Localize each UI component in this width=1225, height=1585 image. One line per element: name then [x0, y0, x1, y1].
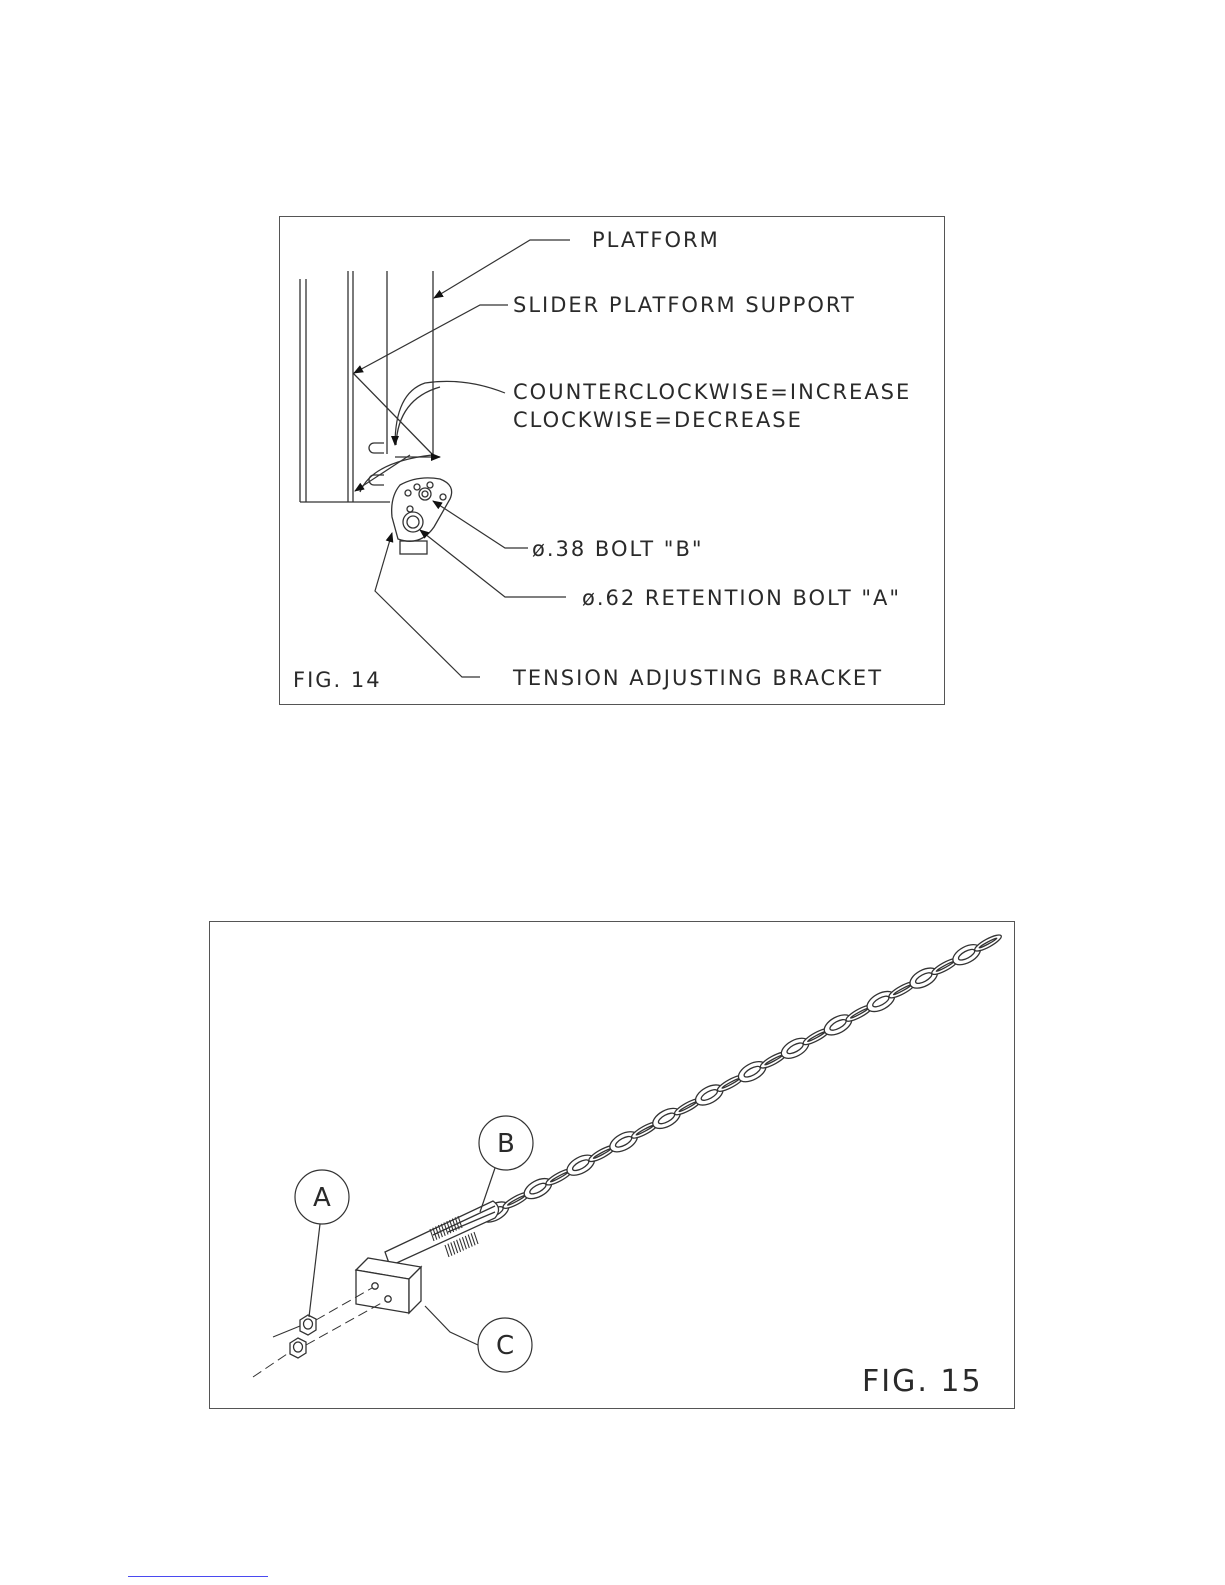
callout-c: [425, 1306, 532, 1372]
chain: [478, 932, 1003, 1226]
label-clockwise: CLOCKWISE=DECREASE: [513, 408, 803, 432]
footer-link-underline: [128, 1576, 268, 1577]
label-slider-platform-support: SLIDER PLATFORM SUPPORT: [513, 293, 856, 317]
label-counterclockwise: COUNTERCLOCKWISE=INCREASE: [513, 380, 912, 404]
tension-bracket: [392, 478, 452, 554]
callout-c-label: C: [496, 1331, 515, 1361]
label-retention-bolt-a: ø.62 RETENTION BOLT "A": [582, 586, 902, 610]
callout-a-label: A: [313, 1183, 331, 1213]
figure-14-drawing: [280, 217, 946, 706]
figure-14: [279, 216, 945, 705]
label-tension-adjusting-bracket: TENSION ADJUSTING BRACKET: [513, 666, 884, 690]
label-bolt-b: ø.38 BOLT "B": [532, 537, 704, 561]
label-platform: PLATFORM: [592, 228, 720, 252]
figure-15: [209, 921, 1015, 1409]
figure-15-caption: FIG. 15: [862, 1364, 983, 1399]
callout-b-label: B: [497, 1129, 515, 1159]
block-c: [356, 1258, 421, 1313]
platform-structure: [300, 271, 440, 502]
figure-14-caption: FIG. 14: [293, 668, 382, 692]
figure-15-drawing: [210, 922, 1016, 1410]
nuts-a: [290, 1315, 316, 1358]
